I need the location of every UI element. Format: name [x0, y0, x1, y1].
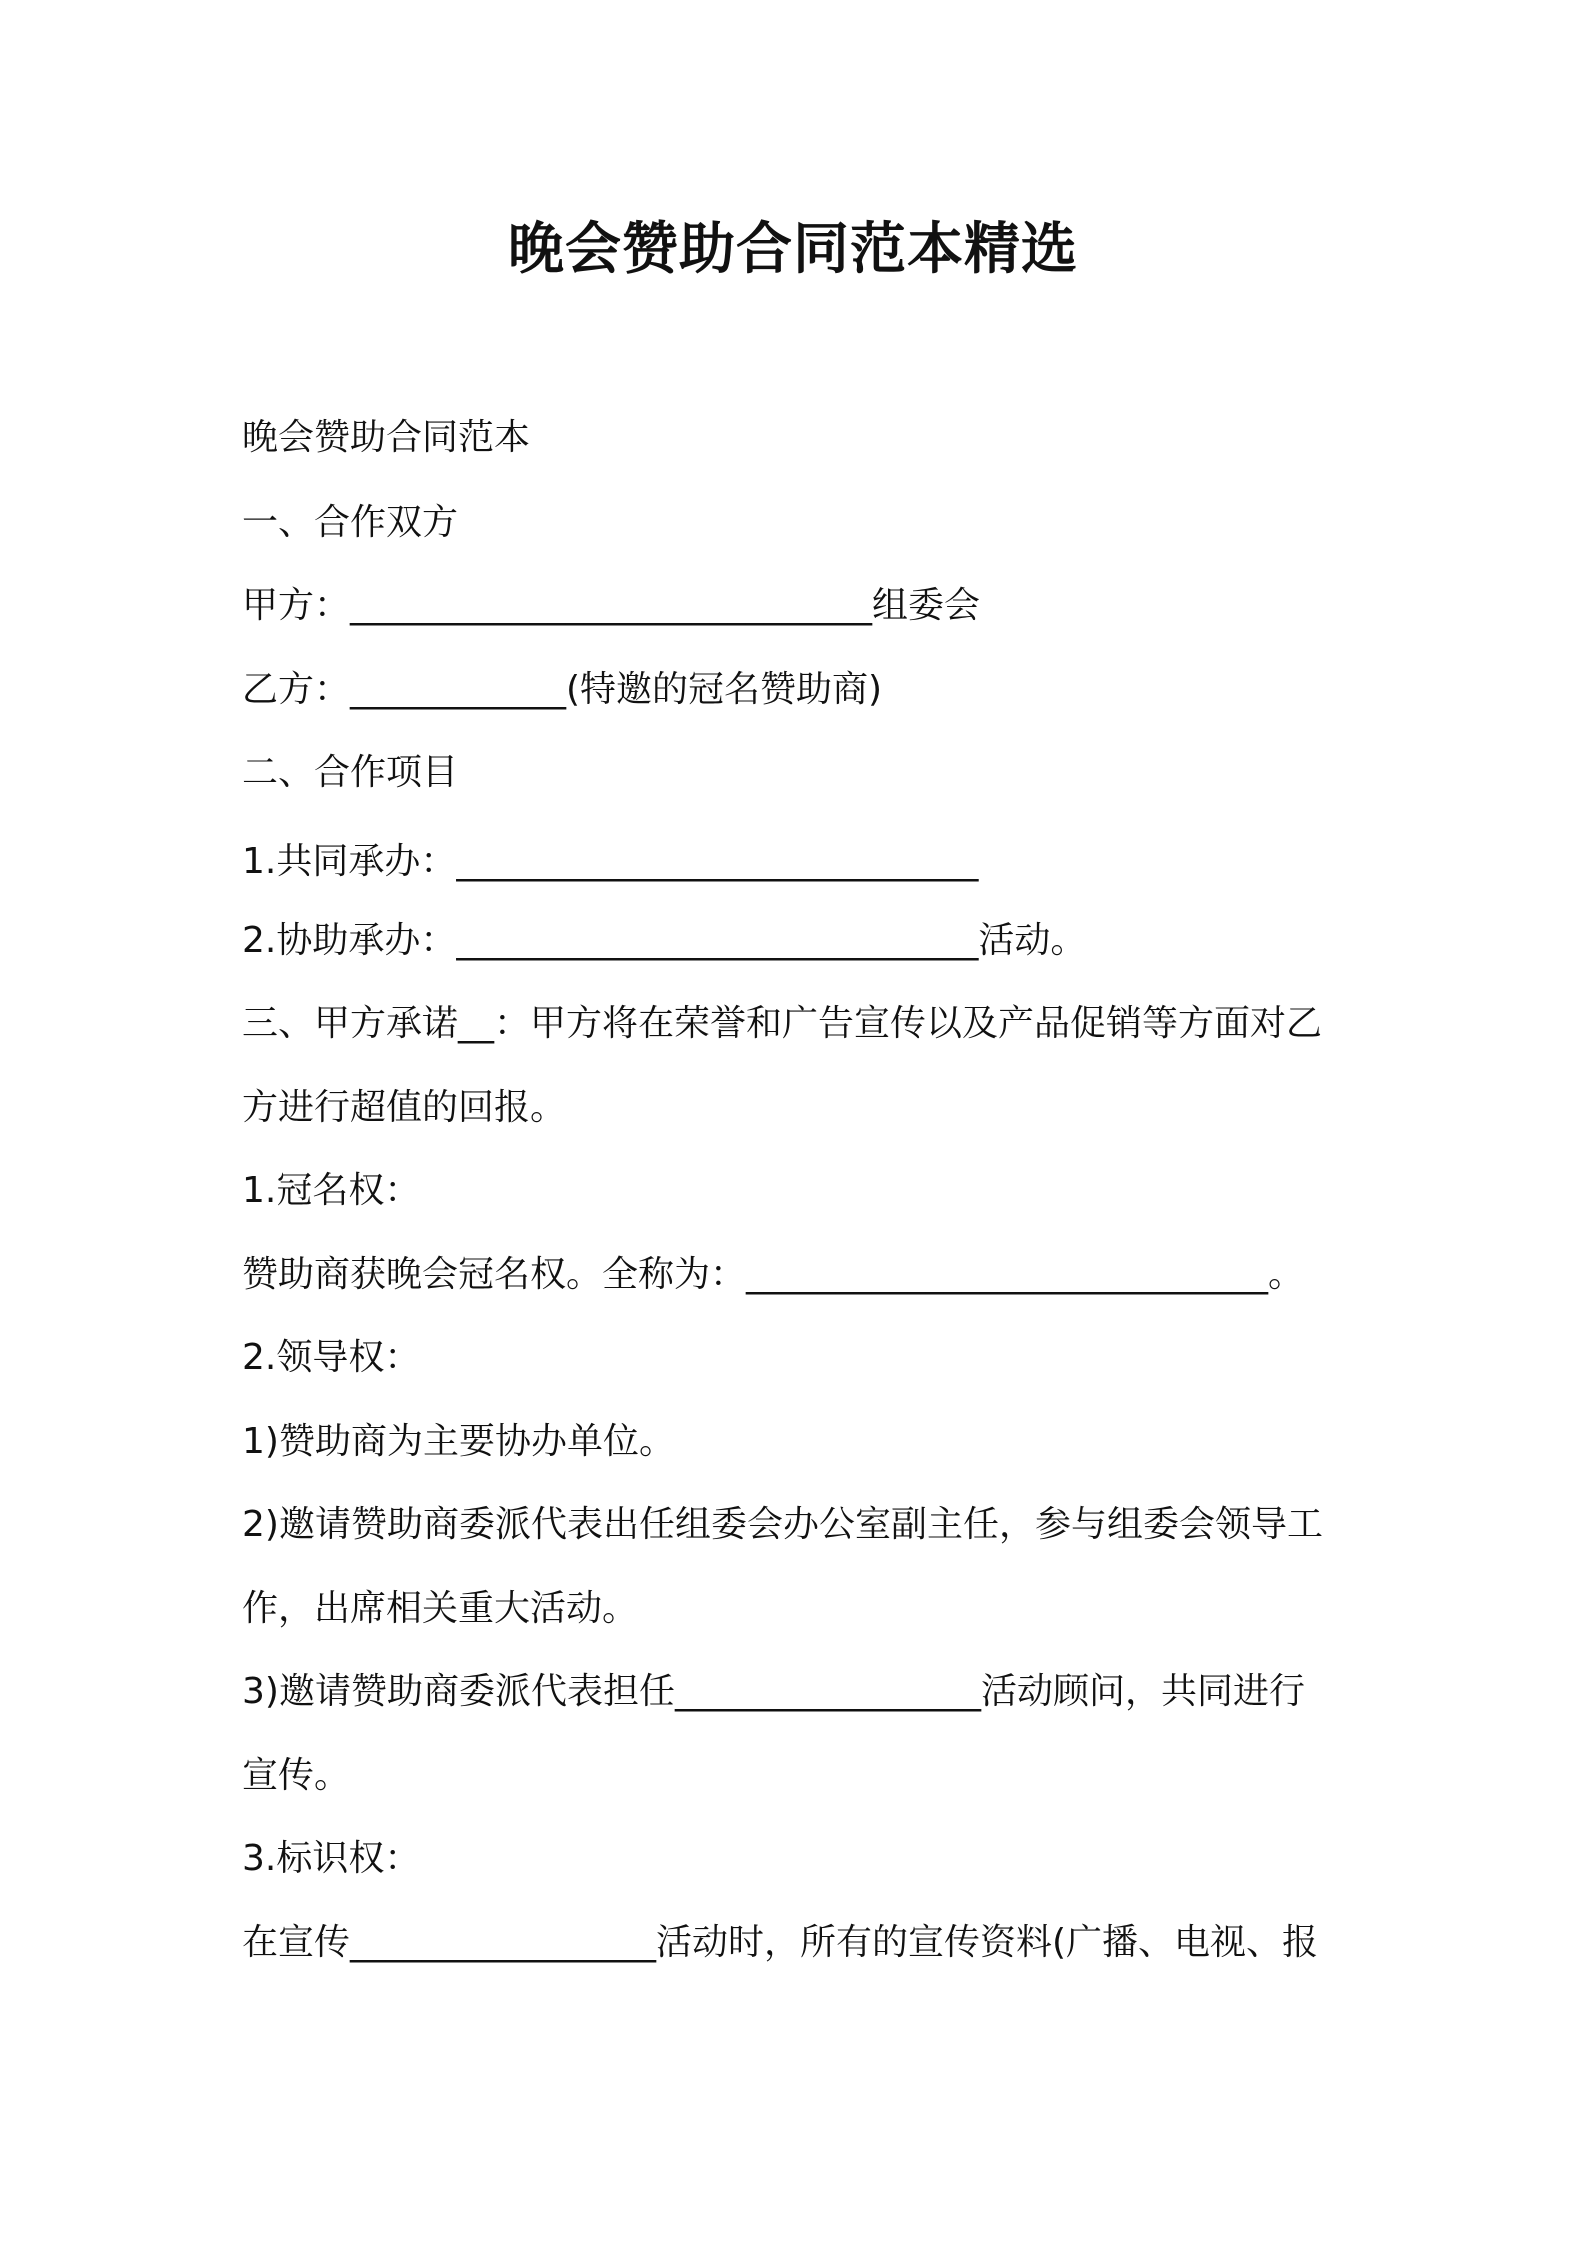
party-b-line: 乙方：____________(特邀的冠名赞助商): [242, 669, 883, 710]
section-heading-projects: 二、合作项目: [242, 752, 459, 793]
co-organizer-line: 1.共同承办：_____________________________: [242, 841, 979, 882]
leadership-item-3-continuation: 宣传。: [242, 1755, 351, 1796]
leadership-item-2: 2)邀请赞助商委派代表出任组委会办公室副主任，参与组委会领导工: [242, 1504, 1323, 1545]
logo-right-text: 在宣传_________________活动时，所有的宣传资料(广播、电视、报: [242, 1922, 1319, 1963]
party-a-line: 甲方：_____________________________组委会: [242, 585, 981, 626]
logo-right-heading: 3.标识权：: [242, 1838, 421, 1879]
naming-right-text: 赞助商获晚会冠名权。全称为：_____________________________。: [242, 1254, 1305, 1295]
contract-subtitle: 晚会赞助合同范本: [242, 417, 531, 458]
leadership-item-2-continuation: 作，出席相关重大活动。: [242, 1588, 639, 1629]
commitment-continuation: 方进行超值的回报。: [242, 1087, 567, 1128]
leadership-item-1: 1)赞助商为主要协办单位。: [242, 1421, 675, 1462]
assist-organizer-line: 2.协助承办：_____________________________活动。: [242, 920, 1087, 961]
leadership-item-3: 3)邀请赞助商委派代表担任_________________活动顾问，共同进行: [242, 1671, 1305, 1712]
leadership-right-heading: 2.领导权：: [242, 1337, 421, 1378]
document-title: 晚会赞助合同范本精选: [508, 217, 1078, 282]
section-heading-parties: 一、合作双方: [242, 502, 459, 543]
section-heading-commitment: 三、甲方承诺__：甲方将在荣誉和广告宣传以及产品促销等方面对乙: [242, 1003, 1323, 1044]
naming-right-heading: 1.冠名权：: [242, 1170, 421, 1211]
